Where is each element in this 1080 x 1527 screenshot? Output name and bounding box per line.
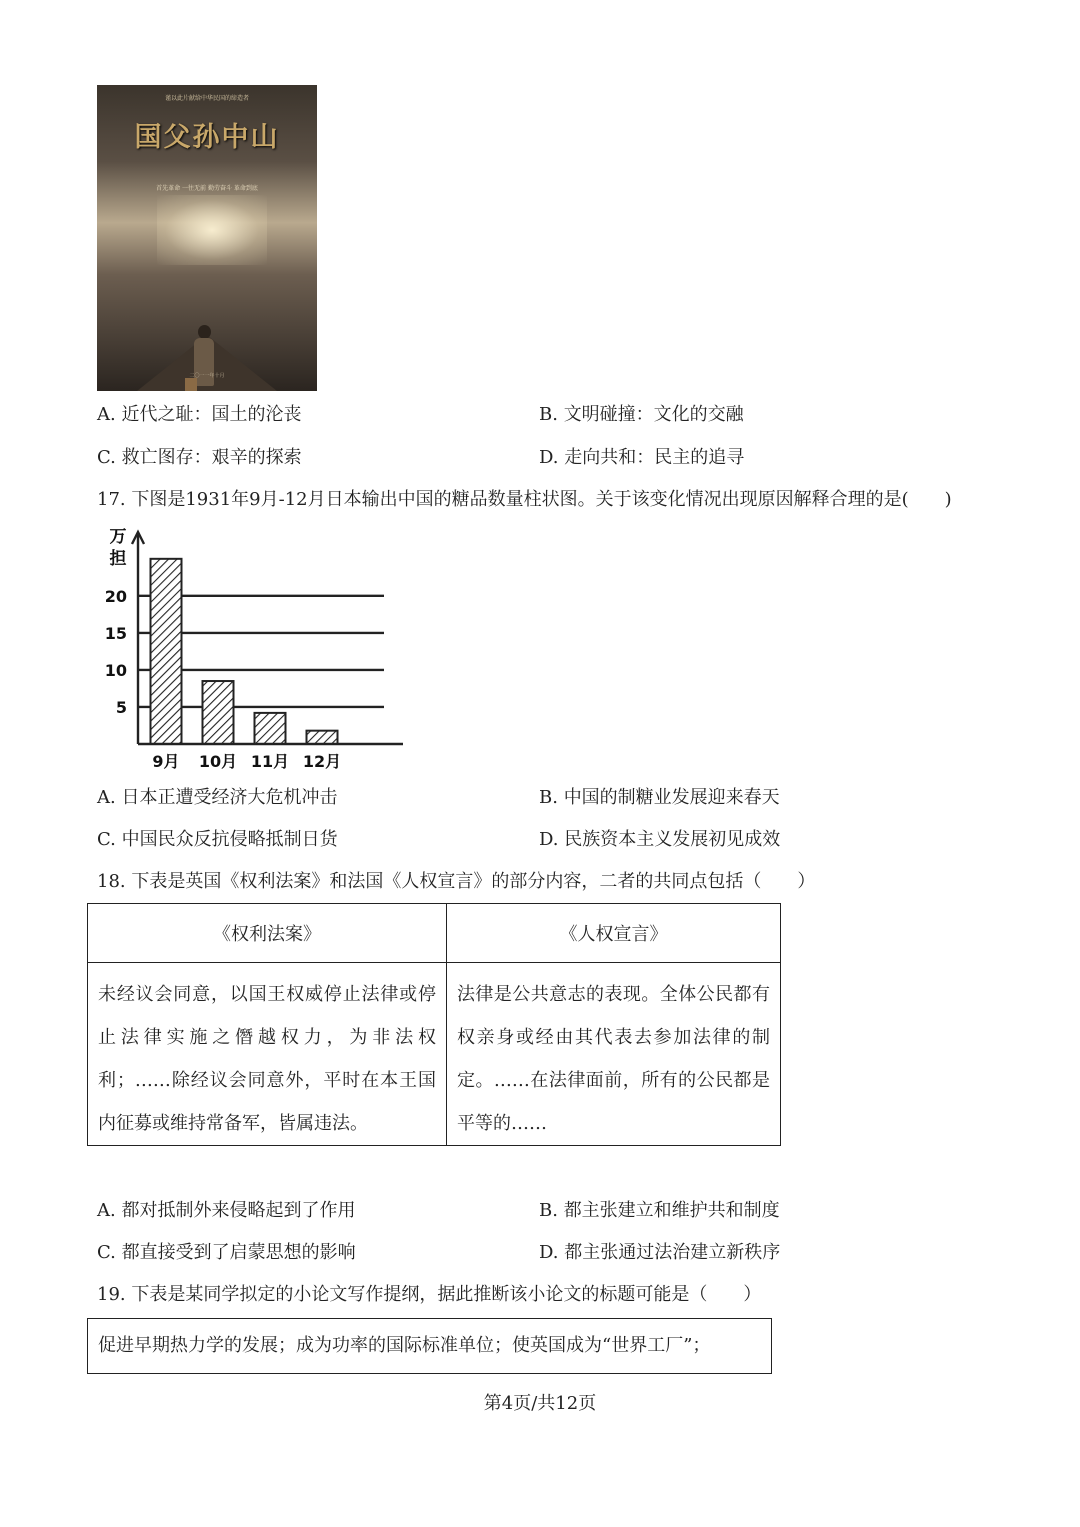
x-tick-label: 9月: [152, 752, 180, 771]
option-label: C.: [97, 1242, 116, 1263]
q16-option-d[interactable]: [539, 446, 744, 470]
option-label: A.: [97, 1200, 116, 1221]
bar-10月: [203, 681, 234, 744]
q18-option-d[interactable]: [539, 1241, 780, 1265]
option-text: 都直接受到了启蒙思想的影响: [121, 1242, 356, 1263]
table-cell-bill-of-rights: 未经议会同意，以国王权威停止法律或停止法律实施之僭越权力，为非法权利；……除经议会同意外，平时在本王国内征募或维持常备军，皆属违法。: [88, 963, 447, 1146]
q17-option-d[interactable]: [539, 828, 780, 852]
suitcase: [185, 378, 197, 391]
sugar-export-bar-chart: [103, 522, 403, 782]
option-text: 救亡图存：艰辛的探索: [121, 447, 302, 468]
y-tick-label: 20: [104, 586, 127, 606]
x-tick-label: 11月: [250, 752, 290, 771]
option-text: 都对抵制外来侵略起到了作用: [121, 1200, 356, 1221]
option-label: C.: [97, 829, 116, 850]
option-text: 中国的制糖业发展迎来春天: [563, 787, 780, 808]
option-text: 民族资本主义发展初见成效: [564, 829, 781, 850]
option-label: B.: [539, 404, 558, 425]
x-tick-label: 12月: [302, 752, 342, 771]
table-cell-declaration: 法律是公共意志的表现。全体公民都有权亲身或经由其代表去参加法律的制定。……在法律面前，所有的公民都是平等的……: [447, 963, 781, 1146]
option-label: A.: [97, 404, 116, 425]
bar-9月: [151, 559, 182, 744]
outline-text: 促进早期热力学的发展；成为功率的国际标准单位；使英国成为“世界工厂”；: [98, 1335, 711, 1356]
option-label: C.: [97, 447, 116, 468]
option-label: B.: [539, 1200, 558, 1221]
table-header-row: [88, 904, 781, 963]
poster-subtitle: 首先革命 一往无前 勤劳奋斗 革命到底: [156, 185, 258, 192]
q18-stem: 18. 下表是英国《权利法案》和法国《人权宣言》的部分内容，二者的共同点包括（ ）: [97, 871, 816, 892]
poster-title: 国父孙中山: [134, 122, 280, 153]
option-text: 文明碰撞：文化的交融: [563, 404, 744, 425]
bar-11月: [255, 713, 286, 744]
comparison-table: [87, 903, 781, 1146]
y-axis-label: 担: [109, 549, 127, 569]
option-label: D.: [539, 1242, 559, 1263]
bar-12月: [307, 731, 338, 744]
option-text: 中国民众反抗侵略抵制日货: [121, 829, 338, 850]
option-label: D.: [539, 829, 559, 850]
option-text: 近代之耻：国土的沦丧: [121, 404, 302, 425]
figure-head: [198, 325, 211, 339]
y-axis-label: 万: [109, 527, 127, 547]
y-tick-label: 5: [115, 697, 127, 717]
option-text: 走向共和：民主的追寻: [564, 447, 745, 468]
poster-top-line: 谨以此片献给中华民国的缔造者: [164, 95, 249, 102]
option-label: B.: [539, 787, 558, 808]
option-text: 都主张建立和维护共和制度: [563, 1200, 780, 1221]
option-text: 日本正遭受经济大危机冲击: [121, 787, 338, 808]
q18-option-b[interactable]: [539, 1199, 780, 1223]
table-row: [88, 963, 781, 1146]
q18-option-a[interactable]: [97, 1199, 355, 1223]
outline-box: [87, 1318, 772, 1374]
q17-option-b[interactable]: [539, 786, 780, 810]
page-number: 第4页/共12页: [483, 1393, 597, 1414]
q18-option-c[interactable]: [97, 1241, 356, 1265]
q16-option-b[interactable]: [539, 403, 744, 427]
poster-image: [97, 85, 317, 391]
poster-bottom-line: 二〇一一年十月: [189, 373, 225, 379]
table-header-declaration: 《人权宣言》: [447, 904, 781, 963]
q19-stem: 19. 下表是某同学拟定的小论文写作提纲，据此推断该小论文的标题可能是（ ）: [97, 1284, 762, 1305]
x-tick-label: 10月: [198, 752, 238, 771]
y-tick-label: 15: [104, 623, 127, 643]
q17-stem: 17. 下图是1931年9月-12月日本输出中国的糖品数量柱状图。关于该变化情况出现原因解释合理的是( ): [97, 489, 952, 510]
q16-option-a[interactable]: [97, 403, 301, 427]
option-label: D.: [539, 447, 559, 468]
q16-option-c[interactable]: [97, 446, 302, 470]
option-label: A.: [97, 787, 116, 808]
q17-option-a[interactable]: [97, 786, 337, 810]
option-text: 都主张通过法治建立新秩序: [564, 1242, 781, 1263]
q17-option-c[interactable]: [97, 828, 338, 852]
sky-glow: [157, 195, 267, 265]
y-tick-label: 10: [104, 660, 127, 680]
table-header-bill-of-rights: 《权利法案》: [88, 904, 447, 963]
